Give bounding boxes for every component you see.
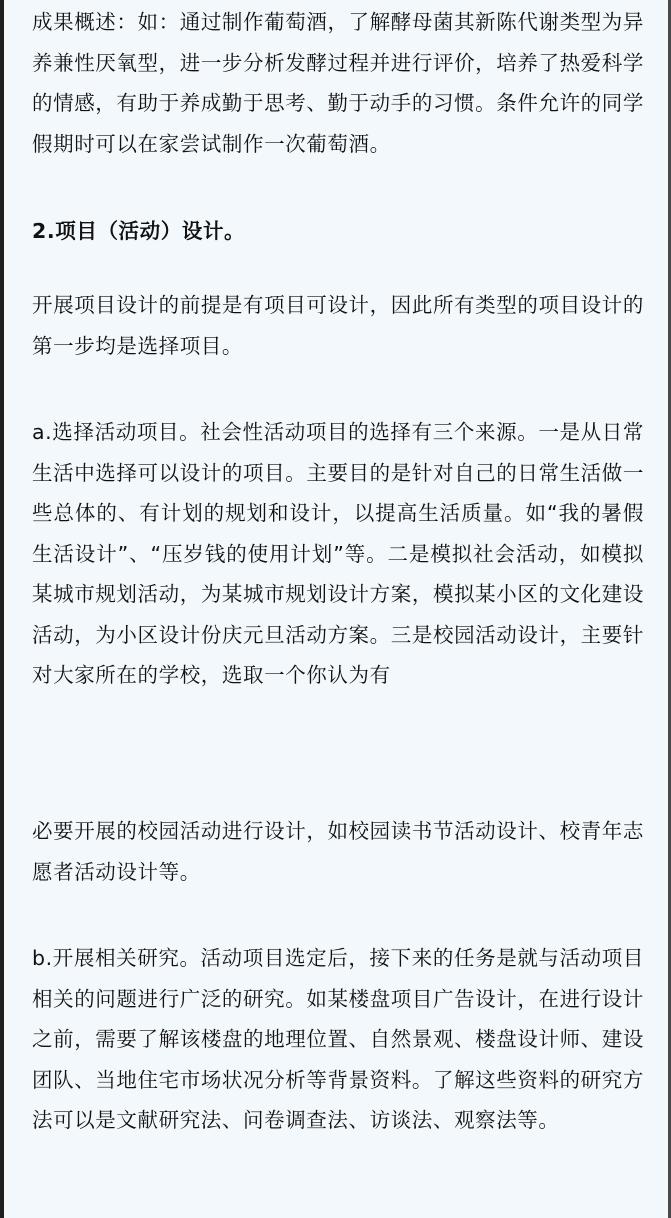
paragraph-select-activity-continued: 必要开展的校园活动进行设计，如校园读书节活动设计、校青年志愿者活动设计等。 [32, 819, 644, 884]
paragraph-select-activity: a.选择活动项目。社会性活动项目的选择有三个来源。一是从日常生活中选择可以设计的项目。主要目的是针对自己的日常生活做一些总体的、有计划的规划和设计，以提高生活质量。如“我的暑假生活设计”、“压岁钱的使用计划”等。二是模拟社会活动，如模拟某城市规划活动，为某城市规划设计方案，模拟某小区的文化建设活动，为小区设计份庆元旦活动方案。三是校园活动设计，主要针对大家所在的学校，选取一个你认为有 [32, 420, 644, 687]
left-edge-border [0, 0, 4, 1218]
paragraph-outcome-summary: 成果概述：如：通过制作葡萄酒，了解酵母菌其新陈代谢类型为异养兼性厌氧型，进一步分析发酵过程并进行评价，培养了热爱科学的情感，有助于养成勤于思考、勤于动手的习惯。条件允许的同学假期时可以在家尝试制作一次葡萄酒。 [32, 10, 644, 156]
paragraph-related-research: b.开展相关研究。活动项目选定后，接下来的任务是就与活动项目相关的问题进行广泛的研究。如某楼盘项目广告设计，在进行设计之前，需要了解该楼盘的地理位置、自然景观、楼盘设计师、建设团队、当地住宅市场状况分析等背景资料。了解这些资料的研究方法可以是文献研究法、问卷调查法、访谈法、观察法等。 [32, 946, 644, 1132]
section-heading-project-design: 2.项目（活动）设计。 [32, 219, 246, 243]
paragraph-design-premise: 开展项目设计的前提是有项目可设计，因此所有类型的项目设计的第一步均是选择项目。 [32, 293, 644, 358]
